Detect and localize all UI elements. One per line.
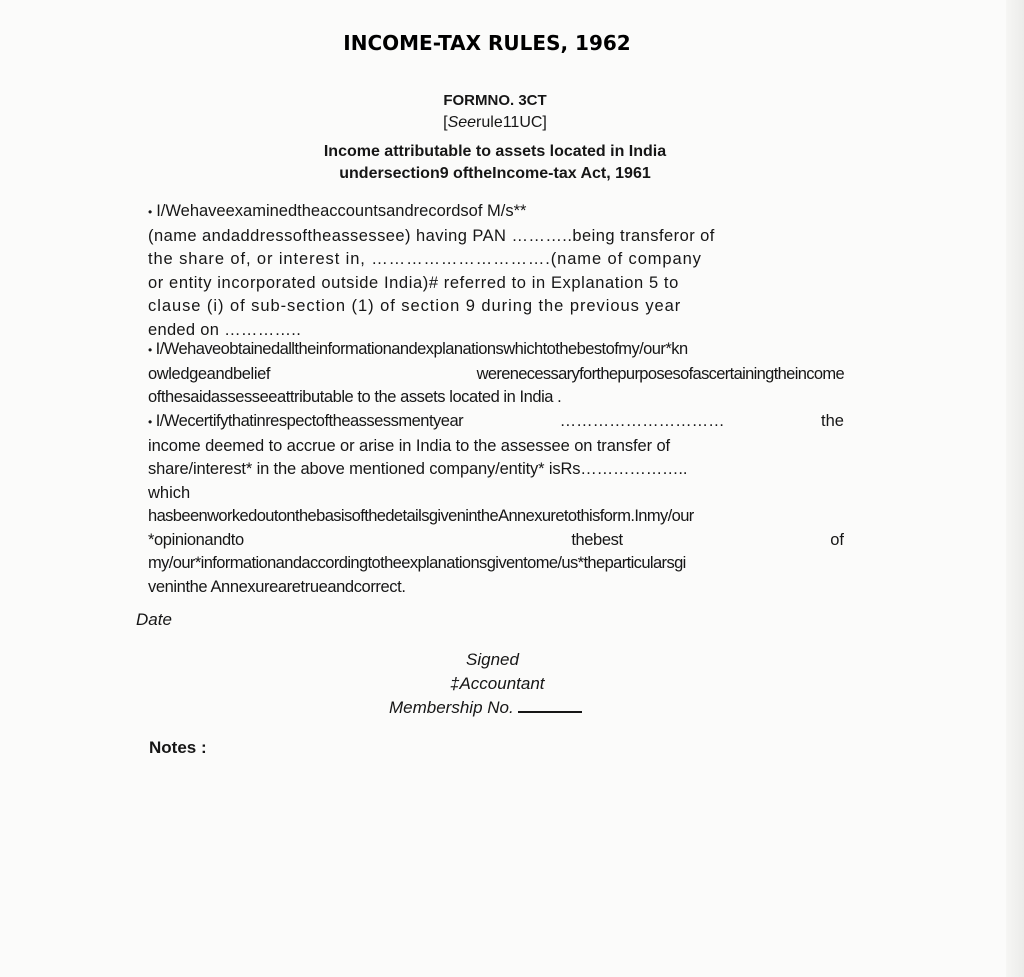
notes-label: Notes : [149,738,207,757]
paragraph-text: I/Wecertifythatinrespectoftheassessmentyear [155,412,464,430]
bullet-icon: • [148,343,152,357]
form-number: FORMNO. 3CT [443,92,547,109]
paragraph-text: of [830,530,844,549]
paragraph-line: (name andaddressoftheassessee) having PAN ………..being transferor of [148,226,715,245]
paragraph-line: ended on ………….. [148,320,302,339]
membership-row [389,696,619,720]
paragraph-text: werenecessaryforthepurposesofascertainingtheincome [476,364,844,383]
paragraph-line: clause (i) of sub-section (1) of section 9 during the previous year [148,297,682,315]
paragraph-line: ofthesaidassesseeattributable to the assets located in India . [148,388,562,406]
book-title: INCOME-TAX RULES, 1962 [343,31,631,55]
paragraph-line: hasbeenworkedoutonthebasisofthedetailsgivenintheAnnexuretothisform.Inmy/our [148,507,694,525]
bullet-icon: • [148,205,153,219]
paragraph-certify-income [148,410,844,599]
paragraph-text: the [821,412,844,430]
paragraph-text: I/Wehaveobtainedalltheinformationandexplanationswhichtothebestofmy/our*kn [155,340,688,358]
signed-label: Signed [466,650,519,669]
form-heading-line1: Income attributable to assets located in India [323,143,667,160]
membership-label: Membership No. [389,698,514,717]
page-edge-shadow [1006,0,1024,977]
paragraph-line [148,363,844,387]
paragraph-line: income deemed to accrue or arise in India to the assessee on transfer of [148,436,671,455]
paragraph-line: the share of, or interest in, ………………………….(name of company [148,250,702,268]
paragraph-line [148,338,844,363]
paragraph-text: ………………………… [559,412,725,430]
paragraph-line [148,200,844,225]
paragraph-text: *opinionandto [148,530,244,549]
paragraph-line: or entity incorporated outside India)# referred to in Explanation 5 to [148,273,679,292]
paragraph-line: my/our*informationandaccordingtotheexplanationsgiventome/us*theparticularsgi [148,554,686,572]
signature-block [389,648,619,720]
accountant-label: ‡Accountant [450,674,545,693]
rule-reference-see: See [447,114,477,131]
rule-reference-rest: rule11UC] [476,114,547,131]
date-label: Date [136,610,172,629]
paragraph-obtained-information [148,338,844,410]
form-heading-line2: undersection9 oftheIncome-tax Act, 1961 [339,165,651,182]
paragraph-line: share/interest* in the above mentioned company/entity* isRs……………….. [148,460,688,478]
paragraph-line: which [148,483,191,502]
rule-reference-bracket: [ [443,114,448,131]
paragraph-line [148,529,844,553]
bullet-icon: • [148,415,152,429]
form-heading [0,141,990,185]
paragraph-text: owledgeandbelief [148,364,271,383]
paragraph-text: thebest [571,530,623,549]
rule-reference [0,114,990,132]
paragraph-text: I/Wehaveexaminedtheaccountsandrecordsof M/s** [156,202,527,220]
paragraph-line: veninthe Annexurearetrueandcorrect. [148,577,406,596]
paragraph-line [148,410,844,435]
paragraph-examined-accounts [148,200,844,342]
membership-number-blank [518,711,582,713]
paragraph-text [148,410,463,435]
